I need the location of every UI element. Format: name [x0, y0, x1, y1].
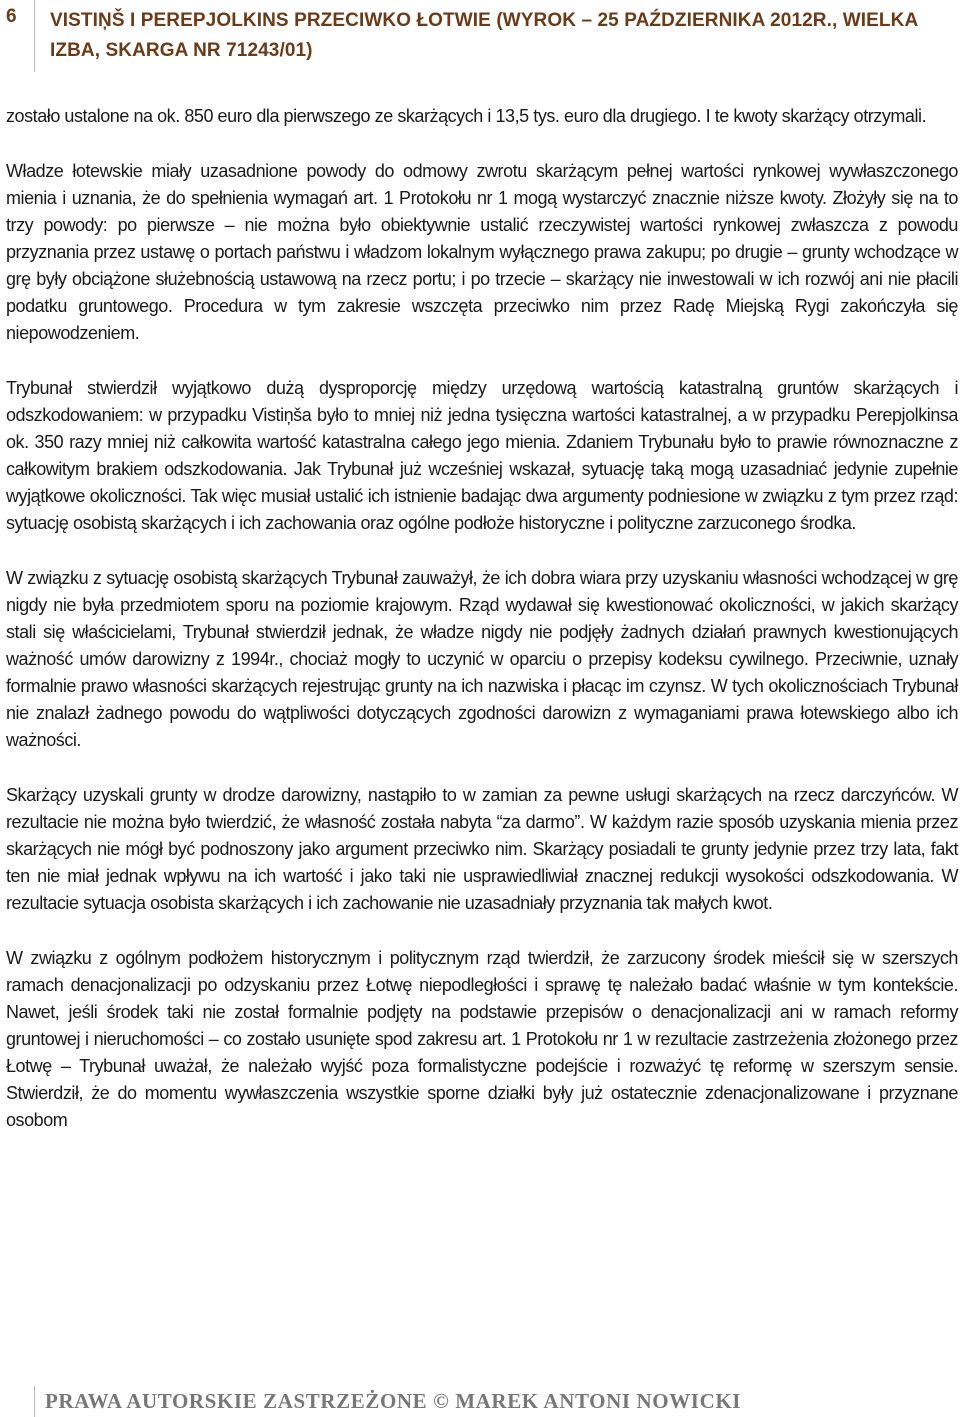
header-title: VISTIŅŠ I PEREPJOLKINS PRZECIWKO ŁOTWIE (WYROK – 25 PAŹDZIERNIKA 2012R., WIELKA IZBA, SKARGA NR 71243/01): [50, 10, 918, 61]
paragraph: Trybunał stwierdził wyjątkowo dużą dysproporcję między urzędową wartością katastralną gruntów skarżących i odszkodowaniem: w przypadku Vistiņša było to mniej niż jedna tysięczna wartości katastralnej, a w przypadku Perepjolkinsa ok. 350 razy mniej niż całkowita wartość katastralna całego jego mienia. Zdaniem Trybunału było to prawie równoznaczne z całkowitym brakiem odszkodowania. Jak Trybunał już wcześniej wskazał, sytuację taką mogą uzasadniać jedynie zupełnie wyjątkowe okoliczności. Tak więc musiał ustalić ich istnienie badając dwa argumenty podniesione w związku z tym przez rząd: sytuację osobistą skarżących i ich zachowania oraz ogólne podłoże historyczne i polityczne zarzuconego środka.: [6, 378, 958, 533]
paragraph: W związku z ogólnym podłożem historycznym i politycznym rząd twierdził, że zarzucony środek mieścił się w szerszych ramach denacjonalizacji po odzyskaniu przez Łotwę niepodległości i sprawę tę należało badać właśnie w tym kontekście. Nawet, jeśli środek taki nie został formalnie podjęty na podstawie przepisów o denacjonalizacji ani w ramach reformy gruntowej i nieruchomości – co zostało usunięte spod zakresu art. 1 Protokołu nr 1 w rezultacie zastrzeżenia złożonego przez Łotwę – Trybunał uważał, że należało wyjść poza formalistyczne podejście i rozważyć tę reformę w szerszym sensie. Stwierdził, że do momentu wywłaszczenia wszystkie sporne działki były już ostatecznie zdenacjonalizowane i przyznane osobom: [6, 948, 958, 1130]
paragraph: Skarżący uzyskali grunty w drodze darowizny, nastąpiło to w zamian za pewne usługi skarżących na rzecz darczyńców. W rezultacie nie można było twierdzić, że własność została nabyta “za darmo”. W każdym razie sposób uzyskania mienia przez skarżących nie mógł być podnoszony jako argument przeciwko nim. Skarżący posiadali te grunty jedynie przez trzy lata, fakt ten nie miał jednak wpływu na ich wartość i jako taki nie usprawiedliwiał znacznej redukcji wysokości odszkodowania. W rezultacie sytuacja osobista skarżących i ich zachowanie nie uzasadniały przyznania tak małych kwot.: [6, 785, 958, 913]
footer-divider: [34, 1386, 35, 1417]
page-footer: [0, 1386, 960, 1417]
paragraph: Władze łotewskie miały uzasadnione powody do odmowy zwrotu skarżącym pełnej wartości rynkowej wywłaszczonego mienia i uznania, że do spełnienia wymagań art. 1 Protokołu nr 1 mogą wystarczyć znacznie niższe kwoty. Złożyły się na to trzy powody: po pierwsze – nie można było obiektywnie ustalić rzeczywistej wartości rynkowej zwłaszcza z powodu przyznania przez ustawę o portach państwu i władzom lokalnym wyłącznego prawa zakupu; po drugie – grunty wchodzące w grę były obciążone służebnością ustawową na rzecz portu; i po trzecie – skarżący nie inwestowali w ich rozwój ani nie płacili podatku gruntowego. Procedura w tym zakresie wszczęta przeciwko nim przez Radę Miejską Rygi zakończyła się niepowodzeniem.: [6, 161, 958, 343]
page-number: 6: [6, 6, 17, 27]
paragraph: W związku z sytuację osobistą skarżących Trybunał zauważył, że ich dobra wiara przy uzyskaniu własności wchodzącej w grę nigdy nie była przedmiotem sporu na poziomie krajowym. Rząd wydawał się kwestionować okoliczności, w jakich skarżący stali się właścicielami, Trybunał stwierdził jednak, że władze nigdy nie podjęły żadnych działań prawnych kwestionujących ważność umów darowizny z 1994r., chociaż mogły to uczynić w oparciu o przepisy kodeksu cywilnego. Przeciwnie, uznały formalnie prawo własności skarżących rejestrując grunty na ich nazwiska i płacąc im czynsz. W tych okolicznościach Trybunał nie znalazł żadnego powodu do wątpliwości dotyczących zgodności darowizn z wymaganiami prawa łotewskiego albo ich ważności.: [6, 568, 958, 750]
page-header: [0, 0, 960, 88]
paragraph: zostało ustalone na ok. 850 euro dla pierwszego ze skarżących i 13,5 tys. euro dla drugiego. I te kwoty skarżący otrzymali.: [6, 106, 927, 126]
copyright-notice: PRAWA AUTORSKIE ZASTRZEŻONE © MAREK ANTONI NOWICKI: [45, 1389, 742, 1413]
document-body: [6, 103, 958, 1162]
header-divider: [34, 0, 35, 72]
